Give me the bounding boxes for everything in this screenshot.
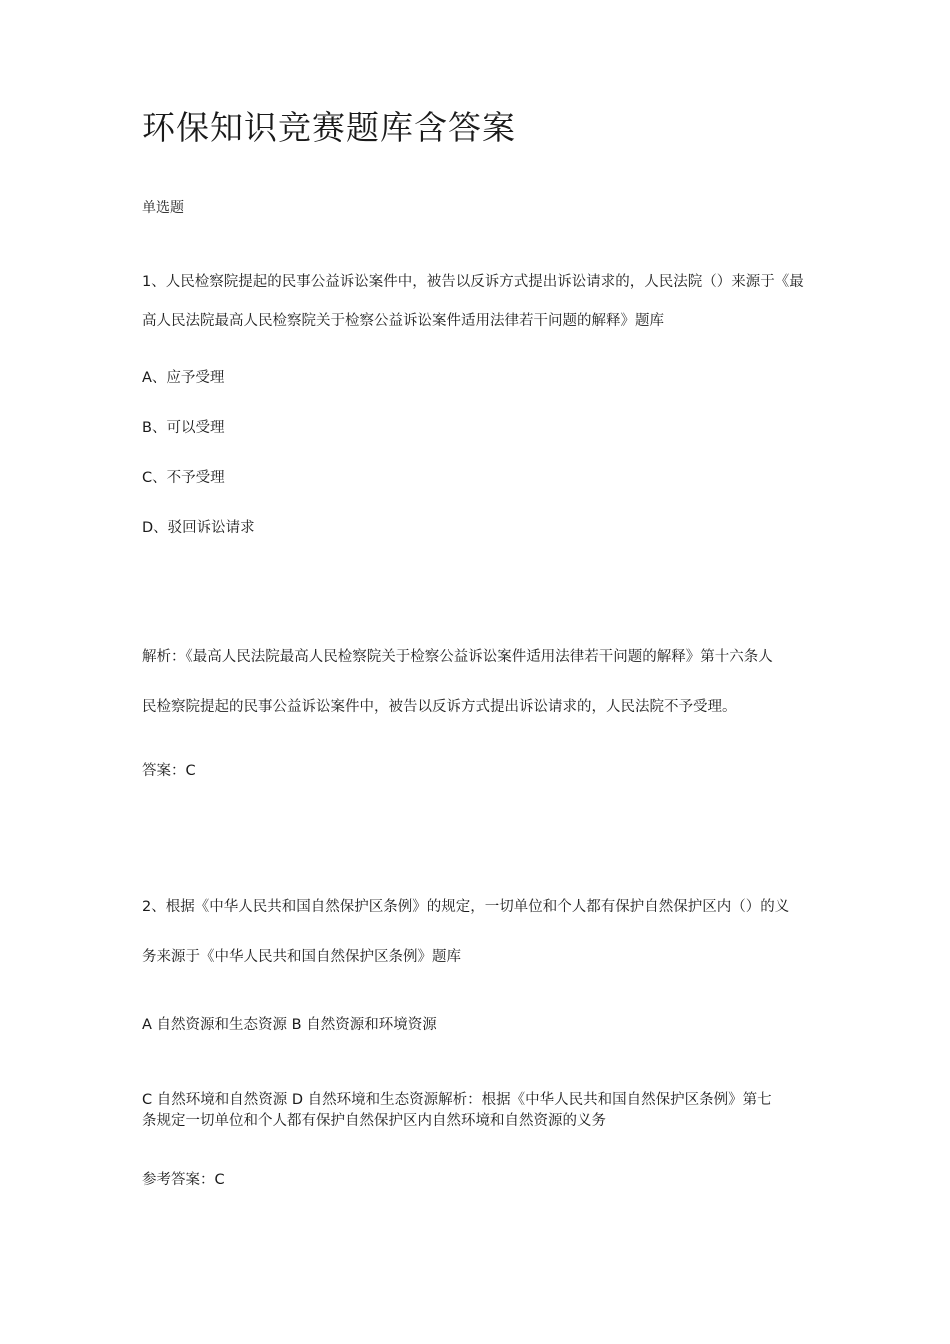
question-1-analysis-line-1: 解析：《最高人民法院最高人民检察院关于检察公益诉讼案件适用法律若干问题的解释》第十六条人 <box>142 649 773 665</box>
question-2-options-line-2: C 自然环境和自然资源 D 自然环境和生态资源解析：根据《中华人民共和国自然保护区条例》第七 <box>142 1092 772 1108</box>
document-title: 环保知识竞赛题库含答案 <box>142 108 516 147</box>
question-2-answer: 参考答案：C <box>142 1172 225 1188</box>
section-heading: 单选题 <box>142 200 184 216</box>
question-1-analysis-line-2: 民检察院提起的民事公益诉讼案件中，被告以反诉方式提出诉讼请求的，人民法院不予受理。 <box>142 699 737 715</box>
question-2-line-1: 2、根据《中华人民共和国自然保护区条例》的规定，一切单位和个人都有保护自然保护区内（）的义 <box>142 899 790 915</box>
question-1-line-2: 高人民法院最高人民检察院关于检察公益诉讼案件适用法律若干问题的解释》题库 <box>142 313 664 329</box>
question-1-option-a: A、应予受理 <box>142 370 225 386</box>
question-1-line-1: 1、人民检察院提起的民事公益诉讼案件中，被告以反诉方式提出诉讼请求的，人民法院（）来源于《最 <box>142 274 804 290</box>
question-2-options-line-1: A 自然资源和生态资源 B 自然资源和环境资源 <box>142 1017 437 1033</box>
question-2-line-2: 务来源于《中华人民共和国自然保护区条例》题库 <box>142 949 461 965</box>
question-1-option-c: C、不予受理 <box>142 470 225 486</box>
question-1-option-d: D、驳回诉讼请求 <box>142 520 255 536</box>
question-1-answer: 答案：C <box>142 763 196 779</box>
question-1-option-b: B、可以受理 <box>142 420 225 436</box>
question-2-analysis-line: 条规定一切单位和个人都有保护自然保护区内自然环境和自然资源的义务 <box>142 1113 606 1129</box>
